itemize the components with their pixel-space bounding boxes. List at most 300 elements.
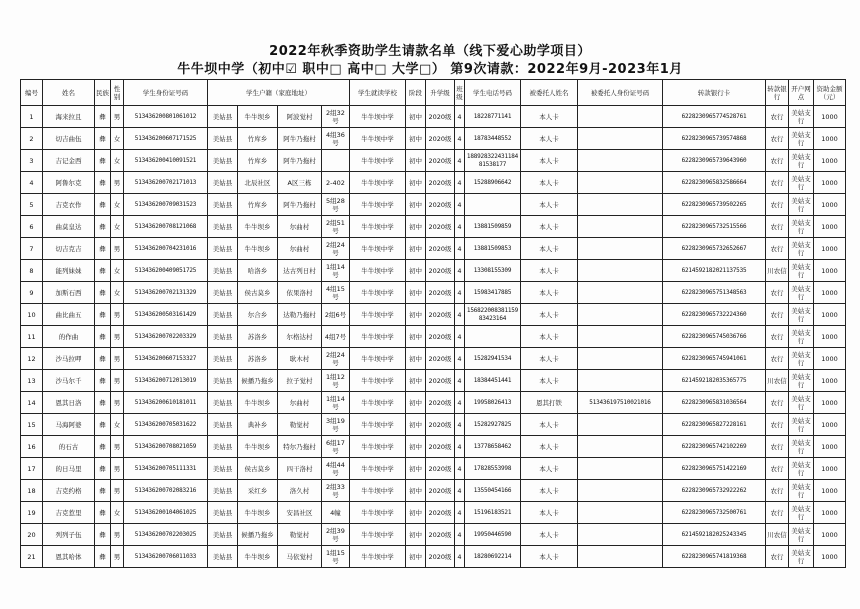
bank-cell: 农行 bbox=[766, 106, 789, 128]
student-id-number-cell: 513436200702131329 bbox=[124, 282, 208, 304]
student-name-cell: 沙马尔千 bbox=[43, 370, 95, 392]
group-address-cell: 2组24号 bbox=[322, 348, 350, 370]
township-cell: 牛牛坝乡 bbox=[238, 546, 278, 568]
township-cell: 牛牛坝乡 bbox=[238, 436, 278, 458]
trustee-name-cell: 本人卡 bbox=[521, 348, 578, 370]
village-cell: 阿牛乃拖村 bbox=[278, 194, 322, 216]
amount-cell: 1000 bbox=[814, 304, 846, 326]
amount-cell: 1000 bbox=[814, 436, 846, 458]
header-cell: 被委托人姓名 bbox=[521, 80, 578, 106]
county-cell: 美姑县 bbox=[208, 436, 238, 458]
group-address-cell bbox=[322, 150, 350, 172]
amount-cell: 1000 bbox=[814, 238, 846, 260]
trustee-id-number-cell bbox=[578, 172, 663, 194]
student-name-cell: 加斯石西 bbox=[43, 282, 95, 304]
trustee-id-number-cell bbox=[578, 128, 663, 150]
grade-cell: 2020级 bbox=[426, 546, 455, 568]
county-cell: 美姑县 bbox=[208, 326, 238, 348]
row-number-cell: 5 bbox=[21, 194, 43, 216]
student-id-number-cell: 513436200708121068 bbox=[124, 216, 208, 238]
township-cell: 尔合乡 bbox=[238, 304, 278, 326]
trustee-name-cell: 恩其打铁 bbox=[521, 392, 578, 414]
amount-cell: 1000 bbox=[814, 106, 846, 128]
trustee-id-number-cell bbox=[578, 326, 663, 348]
trustee-id-number-cell bbox=[578, 370, 663, 392]
grade-cell: 2020级 bbox=[426, 282, 455, 304]
bank-card-number-cell: 6228230965774528761 bbox=[663, 106, 766, 128]
gender-cell: 男 bbox=[111, 524, 124, 546]
gender-cell: 女 bbox=[111, 216, 124, 238]
trustee-id-number-cell bbox=[578, 260, 663, 282]
trustee-name-cell: 本人卡 bbox=[521, 172, 578, 194]
header-cell: 转款银行 bbox=[766, 80, 789, 106]
grade-cell: 2020级 bbox=[426, 480, 455, 502]
table-row bbox=[21, 326, 846, 348]
student-id-number-cell: 513436200409051725 bbox=[124, 260, 208, 282]
county-cell: 美姑县 bbox=[208, 348, 238, 370]
group-address-cell: 1组12号 bbox=[322, 370, 350, 392]
header-cell: 性别 bbox=[111, 80, 124, 106]
phone-number-cell: 13308155309 bbox=[465, 260, 521, 282]
school-cell: 牛牛坝中学 bbox=[350, 414, 406, 436]
gender-cell: 男 bbox=[111, 436, 124, 458]
trustee-name-cell: 本人卡 bbox=[521, 524, 578, 546]
header-cell: 学生身份证号码 bbox=[124, 80, 208, 106]
trustee-name-cell: 本人卡 bbox=[521, 106, 578, 128]
bank-card-number-cell: 6228230965751348563 bbox=[663, 282, 766, 304]
stage-cell: 初中 bbox=[406, 260, 426, 282]
bank-card-number-cell: 6228230965732652667 bbox=[663, 238, 766, 260]
header-cell: 阶段 bbox=[406, 80, 426, 106]
student-name-cell: 恩其哈体 bbox=[43, 546, 95, 568]
amount-cell: 1000 bbox=[814, 458, 846, 480]
bank-card-number-cell: 6214592182025243345 bbox=[663, 524, 766, 546]
phone-number-cell: 13550454166 bbox=[465, 480, 521, 502]
branch-cell: 美姑支行 bbox=[789, 194, 814, 216]
table-row bbox=[21, 502, 846, 524]
stage-cell: 初中 bbox=[406, 194, 426, 216]
school-cell: 牛牛坝中学 bbox=[350, 436, 406, 458]
school-cell: 牛牛坝中学 bbox=[350, 106, 406, 128]
trustee-name-cell: 本人卡 bbox=[521, 326, 578, 348]
county-cell: 美姑县 bbox=[208, 238, 238, 260]
row-number-cell: 21 bbox=[21, 546, 43, 568]
bank-card-number-cell: 6228230965742102269 bbox=[663, 436, 766, 458]
class-cell: 4 bbox=[455, 326, 465, 348]
bank-card-number-cell: 6228230965831036564 bbox=[663, 392, 766, 414]
table-row bbox=[21, 436, 846, 458]
student-id-number-cell: 513436200705111331 bbox=[124, 458, 208, 480]
bank-cell: 农行 bbox=[766, 436, 789, 458]
phone-number-cell: 18228771141 bbox=[465, 106, 521, 128]
student-name-cell: 的石古 bbox=[43, 436, 95, 458]
bank-cell: 农行 bbox=[766, 458, 789, 480]
row-number-cell: 13 bbox=[21, 370, 43, 392]
document-subtitle: 牛牛坝中学（初中☑ 职中□ 高中□ 大学□） 第9次请款：2022年9月-2023年1月 bbox=[177, 62, 683, 77]
ethnicity-cell: 彝 bbox=[95, 260, 111, 282]
row-number-cell: 3 bbox=[21, 150, 43, 172]
school-cell: 牛牛坝中学 bbox=[350, 150, 406, 172]
trustee-name-cell: 本人卡 bbox=[521, 282, 578, 304]
village-cell: 达古列日村 bbox=[278, 260, 322, 282]
phone-number-cell: 19958026413 bbox=[465, 392, 521, 414]
bank-cell: 农行 bbox=[766, 546, 789, 568]
student-name-cell: 吉克约格 bbox=[43, 480, 95, 502]
trustee-id-number-cell bbox=[578, 238, 663, 260]
gender-cell: 女 bbox=[111, 414, 124, 436]
gender-cell: 女 bbox=[111, 282, 124, 304]
grade-cell: 2020级 bbox=[426, 194, 455, 216]
county-cell: 美姑县 bbox=[208, 128, 238, 150]
township-cell: 苏洛乡 bbox=[238, 348, 278, 370]
village-cell: 尔曲村 bbox=[278, 238, 322, 260]
group-address-cell: 4组36号 bbox=[322, 128, 350, 150]
branch-cell: 美姑支行 bbox=[789, 458, 814, 480]
grade-cell: 2020级 bbox=[426, 458, 455, 480]
student-id-number-cell: 513436200801061012 bbox=[124, 106, 208, 128]
student-name-cell: 曲莫皇达 bbox=[43, 216, 95, 238]
table-row bbox=[21, 150, 846, 172]
row-number-cell: 15 bbox=[21, 414, 43, 436]
branch-cell: 美姑支行 bbox=[789, 414, 814, 436]
student-name-cell: 切吉曲伍 bbox=[43, 128, 95, 150]
row-number-cell: 14 bbox=[21, 392, 43, 414]
student-name-cell: 曲比曲五 bbox=[43, 304, 95, 326]
class-cell: 4 bbox=[455, 414, 465, 436]
village-cell: 勒觉村 bbox=[278, 524, 322, 546]
trustee-id-number-cell bbox=[578, 304, 663, 326]
row-number-cell: 6 bbox=[21, 216, 43, 238]
grade-cell: 2020级 bbox=[426, 414, 455, 436]
student-id-number-cell: 513436200705031622 bbox=[124, 414, 208, 436]
bank-cell: 农行 bbox=[766, 502, 789, 524]
amount-cell: 1000 bbox=[814, 524, 846, 546]
township-cell: 典补乡 bbox=[238, 414, 278, 436]
grade-cell: 2020级 bbox=[426, 436, 455, 458]
header-cell: 姓名 bbox=[43, 80, 95, 106]
trustee-id-number-cell bbox=[578, 414, 663, 436]
township-cell: 候播乃拖乡 bbox=[238, 524, 278, 546]
gender-cell: 男 bbox=[111, 238, 124, 260]
grade-cell: 2020级 bbox=[426, 216, 455, 238]
grade-cell: 2020级 bbox=[426, 392, 455, 414]
village-cell: 阿牛乃拖村 bbox=[278, 128, 322, 150]
student-id-number-cell: 513436200607153327 bbox=[124, 348, 208, 370]
trustee-name-cell: 本人卡 bbox=[521, 414, 578, 436]
trustee-name-cell: 本人卡 bbox=[521, 304, 578, 326]
table-row bbox=[21, 216, 846, 238]
amount-cell: 1000 bbox=[814, 282, 846, 304]
header-cell: 升学级 bbox=[426, 80, 455, 106]
phone-number-cell: 13778658462 bbox=[465, 436, 521, 458]
village-cell: 拉子觉村 bbox=[278, 370, 322, 392]
ethnicity-cell: 彝 bbox=[95, 150, 111, 172]
phone-number-cell: 15282927825 bbox=[465, 414, 521, 436]
school-cell: 牛牛坝中学 bbox=[350, 546, 406, 568]
township-cell: 竹库乡 bbox=[238, 150, 278, 172]
table-row bbox=[21, 370, 846, 392]
trustee-name-cell: 本人卡 bbox=[521, 150, 578, 172]
header-cell: 编号 bbox=[21, 80, 43, 106]
student-name-cell: 能列妹妹 bbox=[43, 260, 95, 282]
student-id-number-cell: 513436200410091521 bbox=[124, 150, 208, 172]
township-cell: 侯古莫乡 bbox=[238, 282, 278, 304]
grade-cell: 2020级 bbox=[426, 370, 455, 392]
trustee-name-cell: 本人卡 bbox=[521, 128, 578, 150]
county-cell: 美姑县 bbox=[208, 150, 238, 172]
table-row bbox=[21, 458, 846, 480]
student-id-number-cell: 513436200704231016 bbox=[124, 238, 208, 260]
township-cell: 牛牛坝乡 bbox=[238, 502, 278, 524]
header-cell: 开户网点 bbox=[789, 80, 814, 106]
class-cell: 4 bbox=[455, 502, 465, 524]
ethnicity-cell: 彝 bbox=[95, 436, 111, 458]
school-cell: 牛牛坝中学 bbox=[350, 392, 406, 414]
stage-cell: 初中 bbox=[406, 502, 426, 524]
stage-cell: 初中 bbox=[406, 150, 426, 172]
header-cell: 班级 bbox=[455, 80, 465, 106]
group-address-cell: 5组28号 bbox=[322, 194, 350, 216]
school-cell: 牛牛坝中学 bbox=[350, 260, 406, 282]
county-cell: 美姑县 bbox=[208, 106, 238, 128]
table-row bbox=[21, 260, 846, 282]
student-name-cell: 吉克衣作 bbox=[43, 194, 95, 216]
student-name-cell: 阿鲁尔克 bbox=[43, 172, 95, 194]
trustee-id-number-cell bbox=[578, 348, 663, 370]
phone-number-cell: 15196183521 bbox=[465, 502, 521, 524]
group-address-cell: 2组33号 bbox=[322, 480, 350, 502]
group-address-cell: 1组15号 bbox=[322, 546, 350, 568]
class-cell: 4 bbox=[455, 282, 465, 304]
amount-cell: 1000 bbox=[814, 546, 846, 568]
phone-number-cell: 15282941534 bbox=[465, 348, 521, 370]
bank-card-number-cell: 6228230965745036766 bbox=[663, 326, 766, 348]
group-address-cell: 2组6号 bbox=[322, 304, 350, 326]
group-address-cell: 3组19号 bbox=[322, 414, 350, 436]
class-cell: 4 bbox=[455, 436, 465, 458]
row-number-cell: 2 bbox=[21, 128, 43, 150]
trustee-id-number-cell bbox=[578, 436, 663, 458]
trustee-name-cell: 本人卡 bbox=[521, 436, 578, 458]
bank-cell: 农行 bbox=[766, 326, 789, 348]
village-cell: 阿牛乃拖村 bbox=[278, 150, 322, 172]
village-cell: 尔曲村 bbox=[278, 392, 322, 414]
student-name-cell: 的日马里 bbox=[43, 458, 95, 480]
grade-cell: 2020级 bbox=[426, 172, 455, 194]
bank-card-number-cell: 6228230965745941061 bbox=[663, 348, 766, 370]
ethnicity-cell: 彝 bbox=[95, 348, 111, 370]
ethnicity-cell: 彝 bbox=[95, 304, 111, 326]
grade-cell: 2020级 bbox=[426, 238, 455, 260]
ethnicity-cell: 彝 bbox=[95, 546, 111, 568]
township-cell: 竹库乡 bbox=[238, 194, 278, 216]
student-id-number-cell: 513436200706011033 bbox=[124, 546, 208, 568]
student-id-number-cell: 513436200709031523 bbox=[124, 194, 208, 216]
village-cell: 达勒乃拖村 bbox=[278, 304, 322, 326]
school-cell: 牛牛坝中学 bbox=[350, 304, 406, 326]
bank-card-number-cell: 6228230965832586664 bbox=[663, 172, 766, 194]
gender-cell: 男 bbox=[111, 106, 124, 128]
stage-cell: 初中 bbox=[406, 480, 426, 502]
phone-number-cell: 15682200838115983423164 bbox=[465, 304, 521, 326]
branch-cell: 美姑支行 bbox=[789, 326, 814, 348]
amount-cell: 1000 bbox=[814, 348, 846, 370]
table-row bbox=[21, 480, 846, 502]
grade-cell: 2020级 bbox=[426, 524, 455, 546]
student-name-cell: 吉克惹里 bbox=[43, 502, 95, 524]
class-cell: 4 bbox=[455, 480, 465, 502]
class-cell: 4 bbox=[455, 392, 465, 414]
trustee-name-cell: 本人卡 bbox=[521, 502, 578, 524]
county-cell: 美姑县 bbox=[208, 546, 238, 568]
village-cell: 耿木村 bbox=[278, 348, 322, 370]
group-address-cell: 6组17号 bbox=[322, 436, 350, 458]
phone-number-cell: 15288906642 bbox=[465, 172, 521, 194]
gender-cell: 男 bbox=[111, 304, 124, 326]
bank-cell: 农行 bbox=[766, 194, 789, 216]
grade-cell: 2020级 bbox=[426, 260, 455, 282]
branch-cell: 美姑支行 bbox=[789, 238, 814, 260]
branch-cell: 美姑支行 bbox=[789, 502, 814, 524]
township-cell: 候播乃拖乡 bbox=[238, 370, 278, 392]
gender-cell: 女 bbox=[111, 502, 124, 524]
phone-number-cell: 18783448552 bbox=[465, 128, 521, 150]
township-cell: 哈洛乡 bbox=[238, 260, 278, 282]
school-cell: 牛牛坝中学 bbox=[350, 348, 406, 370]
header-cell: 学生户籍（家庭地址） bbox=[208, 80, 350, 106]
trustee-id-number-cell bbox=[578, 546, 663, 568]
amount-cell: 1000 bbox=[814, 260, 846, 282]
county-cell: 美姑县 bbox=[208, 458, 238, 480]
branch-cell: 美姑支行 bbox=[789, 260, 814, 282]
bank-cell: 农行 bbox=[766, 128, 789, 150]
stage-cell: 初中 bbox=[406, 392, 426, 414]
student-id-number-cell: 513436200702171013 bbox=[124, 172, 208, 194]
row-number-cell: 20 bbox=[21, 524, 43, 546]
branch-cell: 美姑支行 bbox=[789, 480, 814, 502]
bank-card-number-cell: 6228230965741819368 bbox=[663, 546, 766, 568]
branch-cell: 美姑支行 bbox=[789, 524, 814, 546]
village-cell: 勒觉村 bbox=[278, 414, 322, 436]
class-cell: 4 bbox=[455, 524, 465, 546]
trustee-id-number-cell bbox=[578, 502, 663, 524]
school-cell: 牛牛坝中学 bbox=[350, 524, 406, 546]
phone-number-cell: 18384451441 bbox=[465, 370, 521, 392]
student-name-cell: 的作曲 bbox=[43, 326, 95, 348]
ethnicity-cell: 彝 bbox=[95, 326, 111, 348]
header-cell: 学生就读学校 bbox=[350, 80, 406, 106]
bank-cell: 农行 bbox=[766, 238, 789, 260]
school-cell: 牛牛坝中学 bbox=[350, 326, 406, 348]
ethnicity-cell: 彝 bbox=[95, 238, 111, 260]
bank-cell: 农行 bbox=[766, 172, 789, 194]
table-row bbox=[21, 106, 846, 128]
village-cell: 尔曲村 bbox=[278, 216, 322, 238]
class-cell: 4 bbox=[455, 238, 465, 260]
township-cell: 牛牛坝乡 bbox=[238, 392, 278, 414]
trustee-name-cell: 本人卡 bbox=[521, 238, 578, 260]
table-row bbox=[21, 172, 846, 194]
township-cell: 苏洛乡 bbox=[238, 326, 278, 348]
student-id-number-cell: 513436200503161429 bbox=[124, 304, 208, 326]
class-cell: 4 bbox=[455, 216, 465, 238]
amount-cell: 1000 bbox=[814, 502, 846, 524]
branch-cell: 美姑支行 bbox=[789, 282, 814, 304]
table-row bbox=[21, 238, 846, 260]
branch-cell: 美姑支行 bbox=[789, 172, 814, 194]
row-number-cell: 1 bbox=[21, 106, 43, 128]
bank-cell: 农行 bbox=[766, 392, 789, 414]
gender-cell: 男 bbox=[111, 458, 124, 480]
township-cell: 牛牛坝乡 bbox=[238, 216, 278, 238]
trustee-id-number-cell bbox=[578, 480, 663, 502]
student-id-number-cell: 513436200610181011 bbox=[124, 392, 208, 414]
gender-cell: 女 bbox=[111, 150, 124, 172]
phone-number-cell: 17828553998 bbox=[465, 458, 521, 480]
student-id-number-cell: 513436200104061025 bbox=[124, 502, 208, 524]
bank-cell: 川农信 bbox=[766, 524, 789, 546]
school-cell: 牛牛坝中学 bbox=[350, 480, 406, 502]
stage-cell: 初中 bbox=[406, 216, 426, 238]
bank-cell: 农行 bbox=[766, 282, 789, 304]
trustee-id-number-cell bbox=[578, 194, 663, 216]
bank-card-number-cell: 6228230965732515566 bbox=[663, 216, 766, 238]
class-cell: 4 bbox=[455, 260, 465, 282]
branch-cell: 美姑支行 bbox=[789, 216, 814, 238]
class-cell: 4 bbox=[455, 194, 465, 216]
grade-cell: 2020级 bbox=[426, 128, 455, 150]
ethnicity-cell: 彝 bbox=[95, 480, 111, 502]
header-cell: 被委托人身份证号码 bbox=[578, 80, 663, 106]
trustee-name-cell: 本人卡 bbox=[521, 260, 578, 282]
amount-cell: 1000 bbox=[814, 414, 846, 436]
county-cell: 美姑县 bbox=[208, 216, 238, 238]
county-cell: 美姑县 bbox=[208, 282, 238, 304]
gender-cell: 男 bbox=[111, 348, 124, 370]
bank-cell: 农行 bbox=[766, 480, 789, 502]
school-cell: 牛牛坝中学 bbox=[350, 172, 406, 194]
branch-cell: 美姑支行 bbox=[789, 392, 814, 414]
row-number-cell: 7 bbox=[21, 238, 43, 260]
row-number-cell: 16 bbox=[21, 436, 43, 458]
phone-number-cell: 15983417885 bbox=[465, 282, 521, 304]
group-address-cell: 4幢 bbox=[322, 502, 350, 524]
bank-cell: 农行 bbox=[766, 348, 789, 370]
class-cell: 4 bbox=[455, 546, 465, 568]
phone-number-cell bbox=[465, 194, 521, 216]
school-cell: 牛牛坝中学 bbox=[350, 370, 406, 392]
amount-cell: 1000 bbox=[814, 392, 846, 414]
amount-cell: 1000 bbox=[814, 480, 846, 502]
trustee-id-number-cell bbox=[578, 524, 663, 546]
class-cell: 4 bbox=[455, 172, 465, 194]
county-cell: 美姑县 bbox=[208, 304, 238, 326]
class-cell: 4 bbox=[455, 458, 465, 480]
ethnicity-cell: 彝 bbox=[95, 282, 111, 304]
group-address-cell: 2-402 bbox=[322, 172, 350, 194]
phone-number-cell: 19950446590 bbox=[465, 524, 521, 546]
grade-cell: 2020级 bbox=[426, 304, 455, 326]
ethnicity-cell: 彝 bbox=[95, 524, 111, 546]
student-id-number-cell: 513436200708021059 bbox=[124, 436, 208, 458]
branch-cell: 美姑支行 bbox=[789, 348, 814, 370]
header-cell: 学生电话号码 bbox=[465, 80, 521, 106]
school-cell: 牛牛坝中学 bbox=[350, 216, 406, 238]
ethnicity-cell: 彝 bbox=[95, 128, 111, 150]
student-id-number-cell: 513436200702203329 bbox=[124, 326, 208, 348]
class-cell: 4 bbox=[455, 370, 465, 392]
class-cell: 4 bbox=[455, 128, 465, 150]
